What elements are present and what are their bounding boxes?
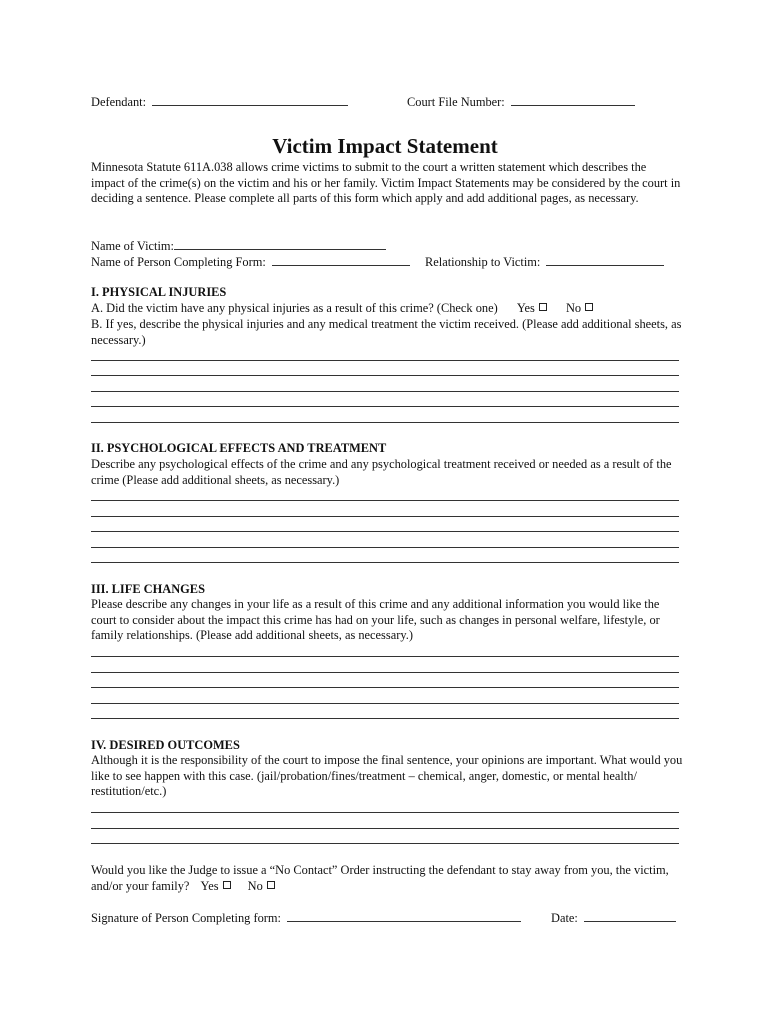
psychological-answer-line[interactable] [91, 547, 679, 548]
completer-name-field[interactable] [272, 254, 410, 266]
physical-no-checkbox[interactable] [585, 303, 593, 311]
court-file-label: Court File Number: [407, 95, 505, 109]
no-contact-no-label: No [247, 878, 263, 893]
completer-name-row [91, 254, 410, 270]
life-changes-answer-line[interactable] [91, 687, 679, 688]
defendant-row [91, 94, 348, 110]
life-changes-answer-line[interactable] [91, 656, 679, 657]
relationship-field[interactable] [546, 254, 664, 266]
physical-answer-line[interactable] [91, 391, 679, 392]
desired-outcomes-description: Although it is the responsibility of the court to impose the final sentence, your opinions are important. What would you like to see happen with this case. (jail/probation/fines/treatment – chemical, anger, domestic, or mental health/ restitution/etc.) [91, 753, 683, 799]
desired-outcomes-answer-line[interactable] [91, 828, 679, 829]
physical-answer-line[interactable] [91, 375, 679, 376]
no-contact-question-text: Would you like the Judge to issue a “No Contact” Order instructing the defendant to stay away from you, the victim, and/or your family? [91, 863, 669, 893]
physical-answer-line[interactable] [91, 360, 679, 361]
physical-yes-checkbox[interactable] [539, 303, 547, 311]
life-changes-answer-line[interactable] [91, 703, 679, 704]
psychological-answer-line[interactable] [91, 500, 679, 501]
physical-question-a-text: A. Did the victim have any physical injuries as a result of this crime? (Check one) [91, 301, 498, 315]
physical-no-label: No [565, 301, 582, 315]
date-row [551, 910, 676, 926]
physical-answer-line[interactable] [91, 406, 679, 407]
no-contact-yes-label: Yes [200, 878, 219, 893]
defendant-label: Defendant: [91, 95, 147, 109]
intro-paragraph: Minnesota Statute 611A.038 allows crime victims to submit to the court a written statement which describes the impact of the crime(s) on the victim and his or her family. Victim Impact Statements may be considered by the court in deciding a sentence. Please complete all parts of this form which apply and add additional pages, as necessary. [91, 160, 681, 206]
no-contact-no-checkbox[interactable] [267, 881, 275, 889]
desired-outcomes-answer-line[interactable] [91, 843, 679, 844]
signature-row [91, 910, 521, 926]
completer-name-label: Name of Person Completing Form: [91, 255, 266, 269]
life-changes-answer-line[interactable] [91, 718, 679, 719]
relationship-row [425, 254, 664, 270]
no-contact-question [91, 863, 683, 894]
victim-name-label: Name of Victim: [91, 239, 174, 253]
signature-label: Signature of Person Completing form: [91, 911, 281, 925]
date-field[interactable] [584, 910, 676, 922]
psychological-answer-line[interactable] [91, 531, 679, 532]
victim-name-row [91, 238, 386, 254]
page-title: Victim Impact Statement [272, 134, 498, 158]
section-life-changes-heading: III. LIFE CHANGES [91, 582, 205, 596]
life-changes-description: Please describe any changes in your life as a result of this crime and any additional information you would like the court to consider about the impact this crime has had on your life, such as changes in personal welfare, lifestyle, or family relationships. (Please add additional sheets, as necessary.) [91, 597, 660, 643]
no-contact-yes-checkbox[interactable] [223, 881, 231, 889]
life-changes-answer-line[interactable] [91, 672, 679, 673]
psychological-answer-line[interactable] [91, 562, 679, 563]
date-label: Date: [551, 911, 578, 925]
section-physical-heading: I. PHYSICAL INJURIES [91, 285, 227, 299]
physical-answer-line[interactable] [91, 422, 679, 423]
psychological-description: Describe any psychological effects of the crime and any psychological treatment received or needed as a result of the crime (Please add additional sheets, as necessary.) [91, 457, 672, 487]
victim-name-field[interactable] [174, 238, 386, 250]
physical-question-a [91, 301, 593, 316]
section-psychological-heading: II. PSYCHOLOGICAL EFFECTS AND TREATMENT [91, 441, 387, 455]
psychological-answer-line[interactable] [91, 516, 679, 517]
desired-outcomes-answer-line[interactable] [91, 812, 679, 813]
relationship-label: Relationship to Victim: [425, 255, 541, 269]
physical-question-b: B. If yes, describe the physical injuries and any medical treatment the victim received. (Please add additional sheets, as necessary.) [91, 317, 682, 347]
signature-field[interactable] [287, 910, 521, 922]
defendant-field[interactable] [152, 94, 348, 106]
physical-yes-label: Yes [516, 301, 535, 315]
court-file-row [407, 94, 635, 110]
section-desired-outcomes-heading: IV. DESIRED OUTCOMES [91, 738, 240, 752]
court-file-field[interactable] [511, 94, 635, 106]
